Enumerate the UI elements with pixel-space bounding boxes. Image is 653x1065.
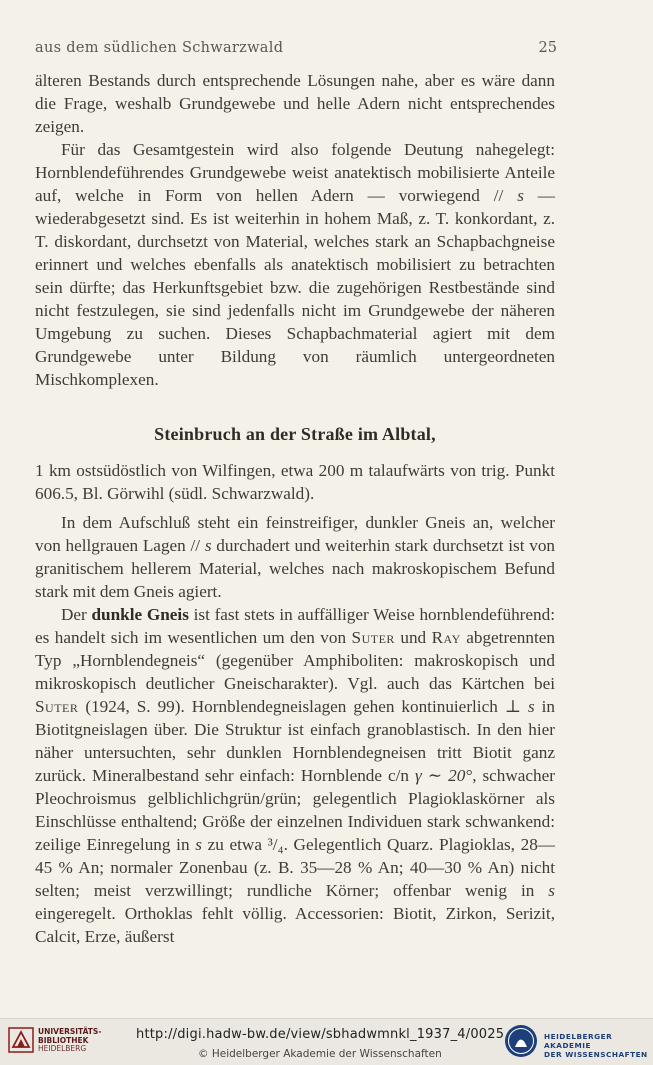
paragraph: Der dunkle Gneis ist fast stets in auffälliger Weise hornblendeführend: es handelt sich im wesentlichen um den von Suter und Ray abgetrennten Typ „Hornblendegneis“ (gegenüber Amphiboliten: makroskopisch und mikroskopisch deutlicher Gneischarakter). Vgl. auch das Kärtchen bei Suter (1924, S. 99). Hornblendegneislagen gehen kontinuierlich ⊥ s in Biotitgneislagen über. Die Struktur ist einfach granoblastisch. In den hier näher untersuchten, sehr dunklen Hornblendegneisen tritt Biotit ganz zurück. Mineralbestand sehr einfach: Hornblende c/n γ ∼ 20°, schwacher Pleochroismus gelblichlichgrün/grün; gelegentlich Plagioklaskörner als Einschlüsse enthaltend; Größe der einzelnen Individuen stark schwankend: zeilige Einregelung in s zu etwa ³/₄. Gelegentlich Quarz. Plagioklas, 28—45 % An; normaler Zonenbau (z. B. 35—28 % An; 40—30 % An) nicht selten; meist verzwillingt; rundliche Körner; offenbar wenig in s eingeregelt. Orthoklas fehlt völlig. Accessorien: Biotit, Zirkon, Serizit, Calcit, Erze, äußerst — [35, 605, 556, 946]
viewer-footer — [0, 1018, 653, 1065]
university-library-label: UNIVERSITÄTS- BIBLIOTHEK HEIDELBERG — [38, 1027, 102, 1053]
paragraph: In dem Aufschluß steht ein feinstreifiger, dunkler Gneis an, welcher von hellgrauen Lagen // s durchadert und weiterhin stark durchsetzt ist von granitischem hellerem Material, welches nach makroskopischem Befund stark mit dem Gneis agiert. — [35, 513, 556, 601]
bold-term: dunkle Gneis — [91, 605, 189, 624]
academy-label: HEIDELBERGER AKADEMIE DER WISSENSCHAFTEN — [544, 1032, 648, 1059]
paragraph: älteren Bestands durch entsprechende Lösungen nahe, aber es wäre dann die Frage, weshalb Grundgewebe und helle Adern nicht entsprechendes zeigen. — [35, 71, 555, 136]
paragraph: Für das Gesamtgestein wird also folgende Deutung nahegelegt: Hornblendeführendes Grundgewebe weist anatektisch mobilisierte Anteile auf, welche in Form von hellen Adern — vorwiegend // s — wiederabgesetzt sind. Es ist weiterhin in hohem Maß, z. T. konkordant, z. T. diskordant, durchsetzt von Material, welches stark an Schapbachgneise erinnert und welches ebenfalls als anatektisch mobilisiert zu betrachten sein dürfte; das Herkunftsgebiet bzw. die zugehörigen Restbestände sind nicht festzulegen, sie sind jedenfalls nicht im Grundgewebe der näheren Umgebung zu suchen. Dieses Schapbachmaterial agiert mit dem Grundgewebe unter Bildung von räumlich untergeordneten Mischkomplexen. — [35, 140, 555, 389]
text-block-continuation — [35, 69, 555, 391]
author-name: Suter — [35, 697, 79, 716]
academy-seal-icon[interactable] — [504, 1024, 538, 1058]
running-head — [35, 40, 557, 62]
author-name: Ray — [431, 628, 461, 647]
running-title: aus dem südlichen Schwarzwald — [35, 40, 284, 56]
paragraph: 1 km ostsüdöstlich von Wilfingen, etwa 200 m talaufwärts von trig. Punkt 606.5, Bl. Görwihl (südl. Schwarzwald). — [35, 461, 555, 503]
text-block-section — [35, 511, 555, 948]
copyright-notice: © Heidelberger Akademie der Wissenschaften — [198, 1048, 442, 1060]
author-name: Suter — [351, 628, 395, 647]
permalink-url[interactable]: http://digi.hadw-bw.de/view/sbhadwmnkl_1937_4/0025 — [136, 1027, 505, 1042]
section-heading: Steinbruch an der Straße im Albtal, — [154, 424, 436, 444]
page-number: 25 — [538, 40, 557, 56]
location-description — [35, 459, 555, 505]
university-library-logo-icon[interactable] — [8, 1027, 34, 1053]
